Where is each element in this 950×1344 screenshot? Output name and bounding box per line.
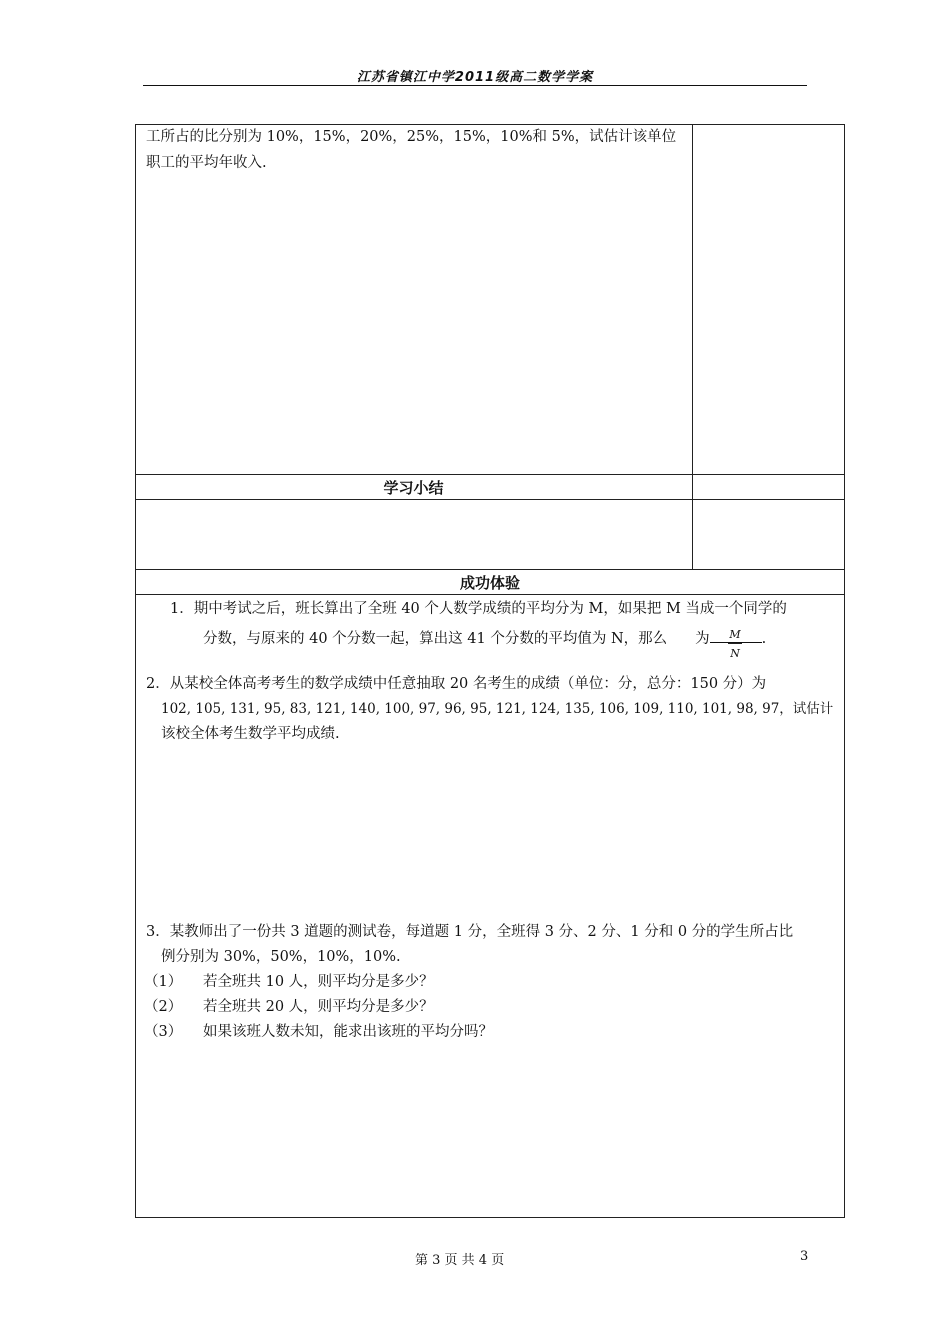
q1-line-2-prefix: 分数，与原来的 40 个分数一起，算出这 41 个分数的平均值为 N，那么: [203, 631, 668, 647]
header-rule: [143, 85, 807, 86]
table-row-divider: [135, 594, 845, 595]
header-title: 江苏省镇江中学2011级高二数学学案: [356, 70, 594, 85]
q3-sub3-number: （3）: [144, 1024, 183, 1040]
q3-sub1-text: 若全班共 10 人，则平均分是多少？: [203, 974, 434, 990]
top-cell-line-2: 职工的平均年收入.: [146, 155, 267, 171]
footer-page-number: 3: [800, 1249, 809, 1264]
q1-line-1: 1．期中考试之后，班长算出了全班 40 个人数学成绩的平均分为 M，如果把 M 当成一个同学的: [170, 601, 787, 617]
top-cell-line-1: 工所占的比分别为 10%，15%，20%，25%，15%，10%和 5%，试估计该单位: [146, 129, 677, 145]
q3-sub3-text: 如果该班人数未知，能求出该班的平均分吗？: [203, 1024, 493, 1040]
q1-line-2-end: .: [761, 631, 767, 647]
worksheet-table: [135, 124, 845, 1218]
table-row-divider: [135, 474, 845, 475]
table-column-divider: [692, 124, 693, 569]
q2-line-3: 该校全体考生数学平均成绩.: [161, 726, 340, 742]
fraction-numerator: M: [729, 628, 741, 641]
q3-sub2-number: （2）: [144, 999, 183, 1015]
q3-sub2-text: 若全班共 20 人，则平均分是多少？: [203, 999, 434, 1015]
summary-title: 学习小结: [383, 479, 444, 497]
q3-sub1-number: （1）: [144, 974, 183, 990]
fraction-bar: [728, 643, 742, 644]
q1-line-2-suffix: 为: [695, 631, 710, 647]
q2-line-1: 2．从某校全体高考考生的数学成绩中任意抽取 20 名考生的成绩（单位：分，总分：150 分）为: [146, 676, 767, 692]
fraction-denominator: N: [730, 647, 740, 660]
q3-line-1: 3．某教师出了一份共 3 道题的测试卷，每道题 1 分，全班得 3 分、2 分、1 分和 0 分的学生所占比: [146, 924, 794, 940]
table-row-divider: [135, 499, 845, 500]
q1-line-2: [203, 627, 766, 651]
footer-page-info: 第 3 页 共 4 页: [415, 1253, 505, 1268]
success-title: 成功体验: [459, 574, 520, 592]
q3-line-2: 例分别为 30%，50%，10%，10%.: [161, 949, 401, 965]
table-row-divider: [135, 569, 845, 570]
q2-line-2: 102, 105, 131, 95, 83, 121, 140, 100, 97, 96, 95, 121, 124, 135, 106, 109, 110, 101, 98, 97，试估计: [161, 701, 834, 717]
